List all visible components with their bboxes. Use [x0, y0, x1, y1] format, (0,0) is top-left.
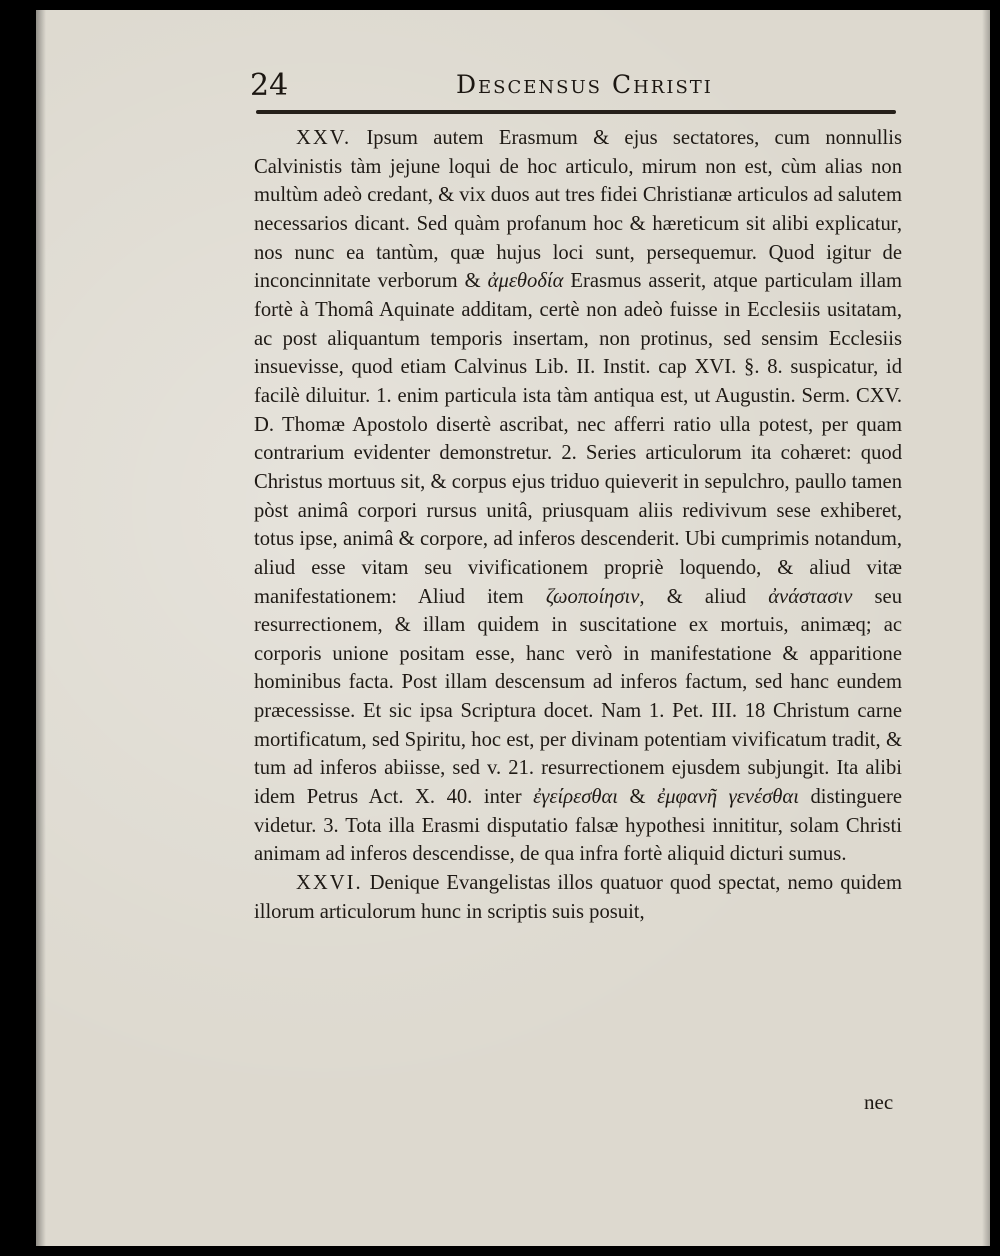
greek-word: ζωοποίησιν,: [545, 585, 645, 608]
catchword: nec: [864, 1090, 894, 1114]
page-number: 24: [250, 68, 289, 103]
text-span: Erasmus asserit, atque particulam illam fortè à Thomâ Aquinate additam, certè non adeò fuisse in Ecclesiis usitatam, ac post aliquantum temporis insertam, non protinus, sed sensim Ecclesiis insuevisse, quod etiam Calvinus Lib. II. Instit. cap XVI. §. 8. suspicatur, id facilè diluitur. 1. enim particula ista tàm antiqua est, ut Augustin. Serm. CXV. D. Thomæ Apostolo disertè ascribat, nec afferri ratio ulla potest, per quam contrarium evidenter demonstretur. 2. Series articulorum ita cohæret: quod Christus mortuus sit, & corpus ejus triduo quieverit in sepulchro, paullo tamen pòst animâ corpori rursus unitâ, priusquam aliis redivivum sese exhiberet, totus ipse, animâ & corpore, ad inferos descenderit. Ubi cumprimis notandum, aliud esse vitam seu vivificationem propriè loquendo, & aliud vitæ manifestationem: Aliud item: [254, 270, 902, 608]
text-span: distinguere videtur. 3. Tota illa Erasmi disputatio falsæ hypothesi innititur, solam Christi animam ad inferos descendisse, de qua infra fortè aliquid dicturi sumus.: [254, 786, 902, 866]
paragraph-xxvi: [254, 869, 902, 926]
section-number: XXV.: [296, 127, 352, 149]
page-shadow-left: [36, 10, 46, 1246]
body-text: [254, 124, 902, 926]
section-number: XXVI.: [296, 872, 363, 895]
text-span: & aliud: [644, 585, 769, 608]
text-span: &: [618, 786, 658, 809]
greek-word: ἐγείρεσθαι: [533, 786, 618, 809]
greek-word: ἐμφανῆ γενέσθαι: [657, 786, 799, 809]
paragraph-xxv: [254, 124, 902, 869]
text-span: seu resurrectionem, & illam quidem in suscitatione ex mortuis, animæq; ac corporis unione positam esse, hanc verò in manifestatione & apparitione hominibus facta. Post illam descensum ad inferos factum, sed hanc eundem præcessisse. Et sic ipsa Scriptura docet. Nam 1. Pet. III. 18 Christum carne mortificatum, sed Spiritu, hoc est, per divinam potentiam vivificatum tradit, & tum ad inferos abiisse, sed v. 21. resurrectionem ejusdem subjungit. Ita alibi idem Petrus Act. X. 40. inter: [254, 585, 902, 809]
header-rule: [256, 110, 896, 114]
page-shadow-right: [982, 10, 990, 1246]
text-span: Ipsum autem Erasmum & ejus sectatores, cum nonnullis Calvinistis tàm jejune loqui de hoc articulo, mirum non est, cùm alias non multùm adeò credant, & vix duos aut tres fidei Christianæ articulos ad salutem necessarios dicant. Sed quàm profanum hoc & hæreticum sit alibi explicatur, nos nunc ea tantùm, quæ hujus loci sunt, persequemur. Quod igitur de inconcinnitate verborum &: [254, 127, 902, 293]
text-span: Denique Evangelistas illos quatuor quod spectat, nemo quidem illorum articulorum hunc in scriptis suis posuit,: [254, 872, 902, 923]
book-page: [36, 10, 990, 1246]
greek-word: ἀμεθοδία: [487, 270, 564, 293]
greek-word: ἀνάστασιν: [768, 585, 853, 608]
running-title: Descensus Christi: [456, 70, 713, 99]
